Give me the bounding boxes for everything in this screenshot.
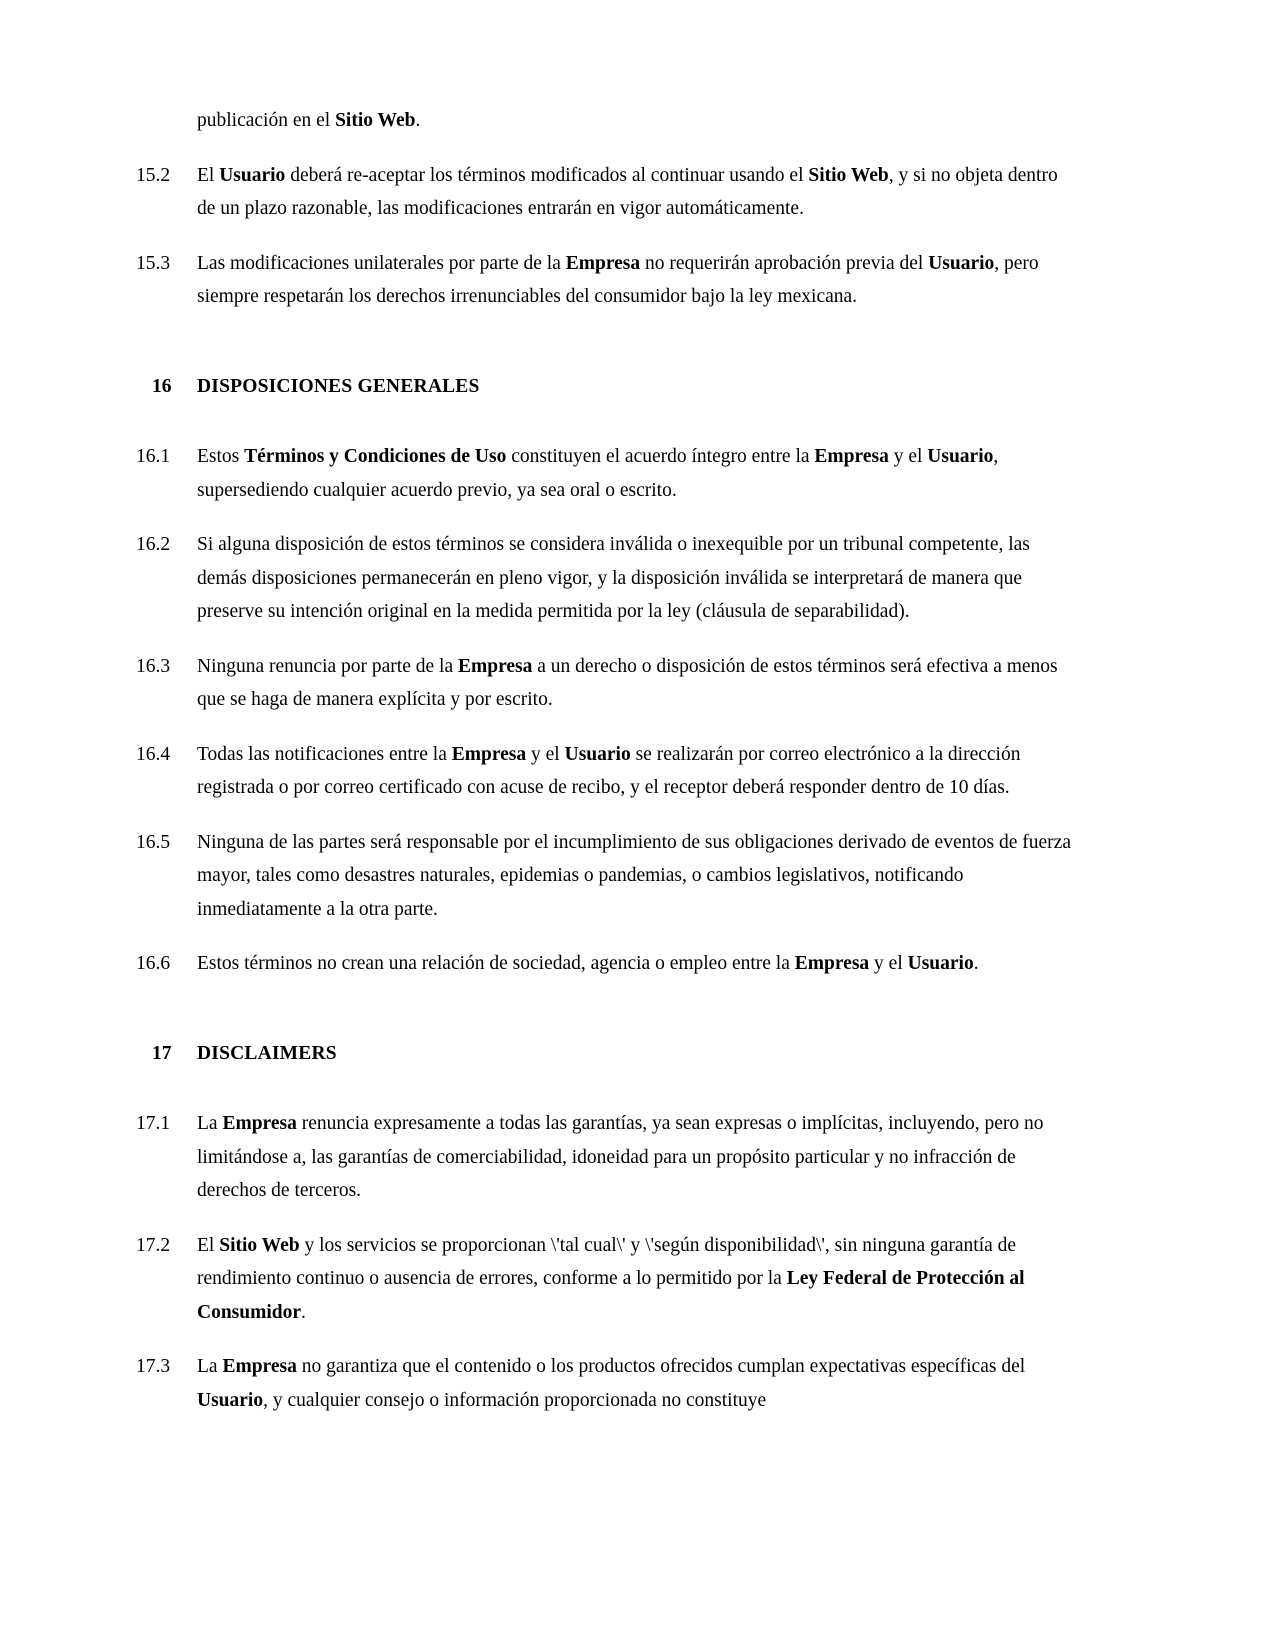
text-run: , y cualquier consejo o información proporcionada no constituye xyxy=(263,1389,767,1411)
clause-text xyxy=(197,826,1076,927)
page-content xyxy=(136,104,1076,1417)
clause-text xyxy=(197,1229,1076,1330)
section-title: DISPOSICIONES GENERALES xyxy=(197,375,480,397)
emphasis-term: Empresa xyxy=(794,953,870,974)
text-run: y el xyxy=(526,743,565,765)
clause-16-4 xyxy=(136,738,1076,805)
clause-15-3 xyxy=(136,247,1076,314)
emphasis-term: Empresa xyxy=(222,1113,297,1134)
clause-16-2 xyxy=(136,528,1076,629)
text-run: a un derecho o disposición de estos términos será efectiva a menos que se haga de manera explícita y por escrito. xyxy=(197,655,1058,710)
section-17-heading xyxy=(136,1037,1076,1071)
clause-text xyxy=(197,247,1076,314)
emphasis-term: Empresa xyxy=(222,1356,297,1377)
emphasis-term: Empresa xyxy=(814,446,889,467)
emphasis-term: Empresa xyxy=(451,743,527,765)
text-run: . xyxy=(415,110,421,131)
text-run: Ninguna renuncia por parte de la xyxy=(197,655,458,677)
clause-number: 17.3 xyxy=(136,1356,171,1377)
section-spacer xyxy=(136,314,1076,370)
emphasis-term: Usuario xyxy=(928,252,995,274)
section-number: 16 xyxy=(152,375,172,397)
clause-number: 15.2 xyxy=(136,164,171,186)
clause-number: 16.3 xyxy=(136,655,171,677)
clause-text xyxy=(197,1350,1076,1417)
clause-17-1 xyxy=(136,1107,1076,1208)
clause-number: 17.2 xyxy=(136,1234,171,1256)
text-run: El xyxy=(197,1234,220,1256)
clause-text xyxy=(197,650,1076,717)
clause-text xyxy=(197,440,1076,507)
emphasis-term: Ley Federal de Protección al Consumidor xyxy=(197,1268,1025,1323)
text-run: deberá re-aceptar los términos modificados al continuar usando el xyxy=(285,164,809,186)
section-spacer xyxy=(136,1070,1076,1086)
emphasis-term: Empresa xyxy=(565,252,641,274)
emphasis-term: Sitio Web xyxy=(219,1234,300,1256)
clause-number: 16.4 xyxy=(136,743,171,765)
section-spacer xyxy=(136,981,1076,1037)
text-run: constituyen el acuerdo íntegro entre la xyxy=(506,446,815,467)
paragraph-15-1-continuation xyxy=(197,104,1076,138)
text-run: . xyxy=(973,953,979,974)
emphasis-term: Términos y Condiciones de Uso xyxy=(244,446,507,467)
clause-17-3 xyxy=(136,1350,1076,1417)
text-run: El xyxy=(197,164,220,186)
emphasis-term: Usuario xyxy=(564,743,631,765)
section-16-heading xyxy=(136,370,1076,404)
clause-text xyxy=(197,1107,1076,1208)
text-run: no garantiza que el contenido o los productos ofrecidos cumplan expectativas específicas del xyxy=(296,1356,1026,1377)
text-run: , y si no objeta dentro de un plazo razonable, las modificaciones entrarán en vigor automáticamente. xyxy=(197,164,1058,219)
emphasis-term: Usuario xyxy=(219,164,286,186)
text-run: Todas las notificaciones entre la xyxy=(197,743,452,765)
emphasis-term: Usuario xyxy=(197,1389,264,1411)
clause-16-6 xyxy=(136,947,1076,981)
text-run: y los servicios se proporcionan \'tal cual\' y \'según disponibilidad\', sin ninguna garantía de rendimiento continuo o ausencia de errores, conforme a lo permitido por la xyxy=(197,1234,1017,1289)
text-run: Si alguna disposición de estos términos se considera inválida o inexequible por un tribunal competente, las demás disposiciones permanecerán en pleno vigor, y la disposición inválida se interpretará de manera que preserve su intención original en la medida permitida por la ley (cláusula de separabilidad). xyxy=(197,534,1030,622)
clause-number: 17.1 xyxy=(136,1113,171,1134)
text-run: , pero siempre respetarán los derechos irrenunciables del consumidor bajo la ley mexicana. xyxy=(197,252,1039,307)
text-run: y el xyxy=(888,446,928,467)
clause-number: 15.3 xyxy=(136,252,171,274)
clause-16-5 xyxy=(136,826,1076,927)
clause-number: 16.1 xyxy=(136,446,171,467)
emphasis-term: Usuario xyxy=(927,446,994,467)
section-number: 17 xyxy=(152,1042,172,1064)
text-run: , supersediendo cualquier acuerdo previo, ya sea oral o escrito. xyxy=(197,446,999,501)
emphasis-term: Empresa xyxy=(457,655,533,677)
clause-number: 16.5 xyxy=(136,831,171,853)
text-run: Las modificaciones unilaterales por parte de la xyxy=(197,252,566,274)
text-run: . xyxy=(301,1301,306,1323)
clause-text xyxy=(197,528,1076,629)
text-run: publicación en el xyxy=(197,110,336,131)
text-run: Ninguna de las partes será responsable por el incumplimiento de sus obligaciones derivado de eventos de fuerza mayor, tales como desastres naturales, epidemias o pandemias, o cambios legislativos, notificando inmediatamente a la otra parte. xyxy=(197,831,1071,920)
text-run: La xyxy=(197,1113,223,1134)
clause-17-2 xyxy=(136,1229,1076,1330)
clause-15-2 xyxy=(136,159,1076,226)
text-run: y el xyxy=(869,953,908,974)
clause-text xyxy=(197,159,1076,226)
section-title: DISCLAIMERS xyxy=(197,1042,337,1064)
emphasis-term: Sitio Web xyxy=(808,164,889,186)
clause-text xyxy=(197,738,1076,805)
clause-number: 16.2 xyxy=(136,534,171,555)
text-run: se realizarán por correo electrónico a la dirección registrada o por correo certificado con acuse de recibo, y el receptor deberá responder dentro de 10 días. xyxy=(197,743,1021,798)
emphasis-term: Usuario xyxy=(907,953,974,974)
clause-16-3 xyxy=(136,650,1076,717)
emphasis-term: Sitio Web xyxy=(335,110,416,131)
text-run: no requerirán aprobación previa del xyxy=(640,252,929,274)
text-run: La xyxy=(197,1356,223,1377)
section-spacer xyxy=(136,403,1076,419)
text-run: Estos xyxy=(197,446,245,467)
text-run: Estos términos no crean una relación de sociedad, agencia o empleo entre la xyxy=(197,953,795,974)
clause-number: 16.6 xyxy=(136,953,171,974)
clause-text xyxy=(197,947,1076,981)
clause-16-1 xyxy=(136,440,1076,507)
text-run: renuncia expresamente a todas las garantías, ya sean expresas o implícitas, incluyendo, pero no limitándose a, las garantías de comerciabilidad, idoneidad para un propósito particular y no infracción de derechos de terceros. xyxy=(197,1113,1044,1201)
